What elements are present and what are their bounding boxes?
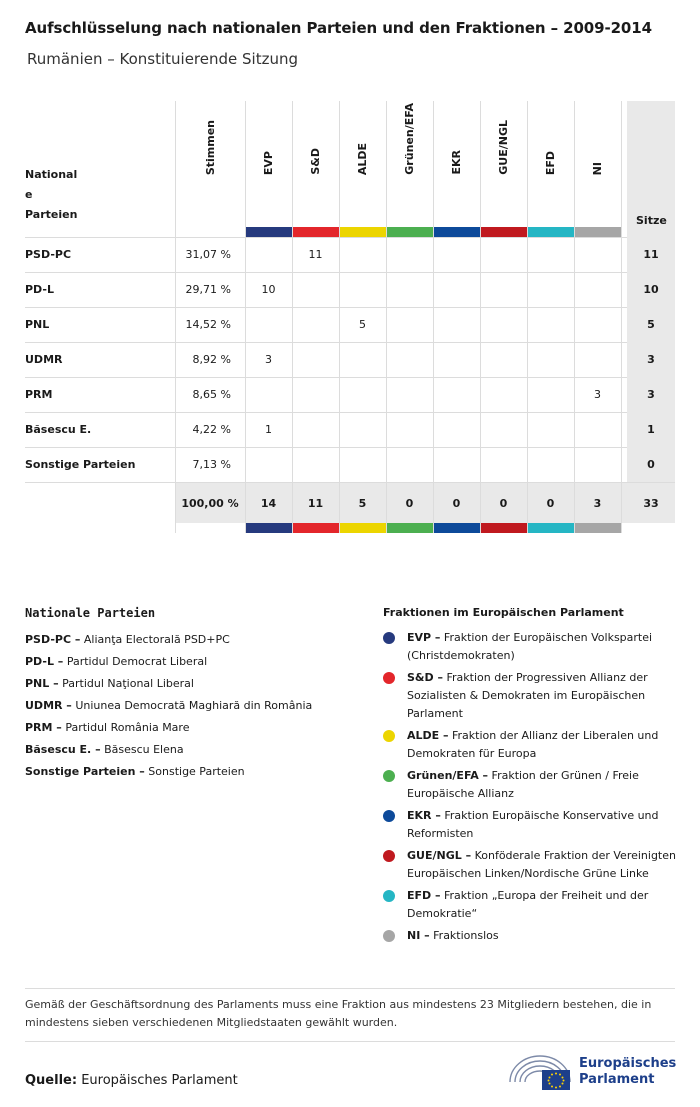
seat-total: 10	[627, 272, 675, 307]
group-seat-cell	[386, 237, 433, 272]
legend-name: Fraktion „Europa der Freiheit und der Demokratie“	[407, 889, 649, 920]
group-seat-cell	[339, 447, 386, 482]
group-seat-cell	[574, 307, 621, 342]
group-color-bar	[480, 227, 527, 237]
party-name: Băsescu E.	[25, 423, 92, 436]
group-seat-cell	[480, 342, 527, 377]
votes-header-label: Stimmen	[203, 119, 217, 175]
total-group-seats: 3	[593, 496, 602, 510]
total-group-seats: 0	[546, 496, 555, 510]
legend-name: Uniunea Democrată Maghiară din România	[75, 699, 313, 712]
seat-total: 3	[627, 342, 675, 377]
ep-logo-line1: Europäisches	[579, 1056, 677, 1071]
legend-name: Fraktionslos	[433, 929, 499, 942]
legend-abbr: PRM –	[25, 721, 62, 734]
group-color-bar	[386, 227, 433, 237]
legend-color-dot-icon	[383, 632, 395, 644]
group-seat-cell	[339, 377, 386, 412]
national-legend-item	[25, 739, 365, 761]
group-seat-cell: 1	[265, 423, 272, 436]
group-column-header	[527, 101, 574, 237]
page-subtitle: Rumänien – Konstituierende Sitzung	[27, 50, 298, 68]
row-divider	[627, 522, 675, 523]
party-name: UDMR	[25, 353, 63, 366]
legend-name: Partidul Naţional Liberal	[62, 677, 194, 690]
ep-logo	[506, 1052, 676, 1092]
group-color-bar	[574, 227, 621, 237]
group-seat-cell: 5	[359, 318, 366, 331]
group-seat-cell	[339, 342, 386, 377]
national-legend-item	[25, 673, 365, 695]
group-seat-cell	[245, 377, 292, 412]
legend-name: Fraktion der Allianz der Liberalen und Demokraten für Europa	[407, 729, 659, 760]
legend-abbr: PSD-PC –	[25, 633, 81, 646]
legend-abbr: Sonstige Parteien –	[25, 765, 145, 778]
group-seat-cell	[480, 377, 527, 412]
total-group-seats: 14	[260, 496, 277, 510]
total-group-seats: 0	[405, 496, 414, 510]
group-seat-cell	[292, 272, 339, 307]
party-name: PNL	[25, 318, 50, 331]
legend-name: Partidul România Mare	[65, 721, 190, 734]
party-header-line: National	[25, 168, 78, 181]
group-seat-cell	[433, 377, 480, 412]
group-header-label: S&D	[309, 148, 322, 175]
group-seat-cell	[433, 447, 480, 482]
legend-color-dot-icon	[383, 730, 395, 742]
table-row	[25, 377, 675, 412]
source-value: Europäisches Parlament	[81, 1073, 238, 1088]
seat-total: 5	[627, 307, 675, 342]
total-group-seats: 5	[358, 496, 367, 510]
group-seat-cell	[527, 377, 574, 412]
group-seat-cell	[527, 237, 574, 272]
group-legend-item	[383, 847, 678, 883]
group-seat-cell	[433, 237, 480, 272]
group-header-label: EFD	[544, 150, 557, 175]
group-color-bar	[527, 523, 574, 533]
group-seat-cell	[386, 447, 433, 482]
vote-share: 8,65 %	[192, 388, 231, 401]
group-seat-cell	[574, 412, 621, 447]
legend-name: Fraktion der Europäischen Volkspartei (Christdemokraten)	[407, 631, 653, 662]
vote-share: 7,13 %	[192, 458, 231, 471]
total-group-seats: 11	[307, 496, 324, 510]
legend-color-dot-icon	[383, 850, 395, 862]
vote-share: 29,71 %	[185, 283, 231, 296]
total-seats: 33	[643, 496, 659, 510]
group-seat-cell	[386, 342, 433, 377]
group-seat-cell	[292, 412, 339, 447]
rules-note: Gemäß der Geschäftsordnung des Parlaments muss eine Fraktion aus mindestens 23 Mitgliedern bestehen, die in mindestens sieben verschiedenen Mitgliedstaaten gewählt wurden.	[25, 988, 675, 1042]
group-color-bar	[480, 523, 527, 533]
legend-name: Sonstige Parteien	[148, 765, 245, 778]
group-column-header	[433, 101, 480, 237]
group-seat-cell: 11	[308, 248, 323, 261]
legend-name: Fraktion der Progressiven Allianz der Sozialisten & Demokraten im Europäischen Parlament	[407, 671, 648, 720]
legend-color-dot-icon	[383, 672, 395, 684]
vote-share: 4,22 %	[192, 423, 231, 436]
group-seat-cell	[527, 412, 574, 447]
group-column-header	[574, 101, 621, 237]
group-column-header	[292, 101, 339, 237]
group-seat-cell: 10	[261, 283, 276, 296]
legend-abbr: PD-L –	[25, 655, 64, 668]
hemicycle-icon	[506, 1052, 574, 1092]
group-header-label: ALDE	[356, 142, 369, 175]
group-seat-cell	[527, 307, 574, 342]
legend-color-dot-icon	[383, 930, 395, 942]
legend-abbr: EFD –	[407, 889, 441, 902]
seats-header-label: Sitze	[636, 214, 667, 227]
group-header-label: GUE/NGL	[497, 120, 510, 175]
source-label: Quelle:	[25, 1073, 78, 1088]
group-seat-cell	[574, 447, 621, 482]
group-seat-cell: 3	[594, 388, 601, 401]
national-legend-item	[25, 695, 365, 717]
legend-name: Fraktion der Grünen / Freie Europäische Allianz	[407, 769, 639, 800]
group-seat-cell	[480, 412, 527, 447]
legend-name: Konföderale Fraktion der Vereinigten Europäischen Linken/Nordische Grüne Linke	[407, 849, 676, 880]
group-legend-item	[383, 927, 678, 945]
group-seat-cell	[480, 237, 527, 272]
national-legend-item	[25, 629, 365, 651]
table-row	[25, 447, 675, 482]
group-seat-cell	[245, 307, 292, 342]
table-row	[25, 272, 675, 307]
group-seat-cell	[574, 272, 621, 307]
legend-color-dot-icon	[383, 810, 395, 822]
group-column-header	[339, 101, 386, 237]
group-header-label: Grünen/EFA	[403, 103, 416, 175]
vote-share: 14,52 %	[185, 318, 231, 331]
group-header-label: EVP	[262, 150, 275, 175]
group-color-bar	[386, 523, 433, 533]
group-color-bar	[433, 227, 480, 237]
legend-name: Partidul Democrat Liberal	[66, 655, 208, 668]
total-group-seats: 0	[452, 496, 461, 510]
legend-abbr: Grünen/EFA –	[407, 769, 489, 782]
legend-abbr: S&D –	[407, 671, 443, 684]
table-row	[25, 412, 675, 447]
group-color-bar	[245, 523, 292, 533]
group-seat-cell	[339, 412, 386, 447]
table-row	[25, 307, 675, 342]
table-row	[25, 342, 675, 377]
group-legend-item	[383, 669, 678, 723]
group-seat-cell	[574, 342, 621, 377]
legend-abbr: UDMR –	[25, 699, 72, 712]
vote-share: 31,07 %	[185, 248, 231, 261]
group-seat-cell	[292, 447, 339, 482]
party-header-line: Parteien	[25, 208, 78, 221]
national-legend-item	[25, 651, 365, 673]
ep-logo-text	[579, 1056, 676, 1088]
legend-abbr: Băsescu E. –	[25, 743, 101, 756]
legend-abbr: PNL –	[25, 677, 59, 690]
group-seat-cell	[386, 272, 433, 307]
group-color-bar	[433, 523, 480, 533]
group-seat-cell	[292, 377, 339, 412]
national-parties-legend	[25, 606, 365, 783]
legend-abbr: EKR –	[407, 809, 441, 822]
group-seat-cell	[433, 307, 480, 342]
group-seat-cell	[433, 342, 480, 377]
legend-abbr: NI –	[407, 929, 430, 942]
legend-name: Alianţa Electorală PSD+PC	[83, 633, 230, 646]
national-legend-item	[25, 717, 365, 739]
group-seat-cell	[433, 272, 480, 307]
group-seat-cell	[433, 412, 480, 447]
group-seat-cell	[574, 237, 621, 272]
total-votes: 100,00 %	[181, 496, 239, 510]
group-seat-cell	[480, 307, 527, 342]
source-line	[25, 1073, 238, 1088]
group-seat-cell	[480, 447, 527, 482]
total-group-seats: 0	[499, 496, 508, 510]
seat-total: 3	[627, 377, 675, 412]
group-header-label: EKR	[450, 150, 463, 175]
vote-share: 8,92 %	[192, 353, 231, 366]
group-seat-cell	[339, 272, 386, 307]
page-title: Aufschlüsselung nach nationalen Parteien und den Fraktionen – 2009-2014	[25, 19, 652, 37]
group-seat-cell	[527, 272, 574, 307]
group-seat-cell: 3	[265, 353, 272, 366]
party-name: PSD-PC	[25, 248, 72, 261]
group-seat-cell	[339, 237, 386, 272]
totals-row	[175, 483, 675, 523]
legend-color-dot-icon	[383, 890, 395, 902]
party-name: Sonstige Parteien	[25, 458, 136, 471]
group-seat-cell	[386, 377, 433, 412]
group-column-header	[245, 101, 292, 237]
results-table	[25, 101, 675, 533]
group-seat-cell	[386, 307, 433, 342]
group-seat-cell	[527, 342, 574, 377]
legend-color-dot-icon	[383, 770, 395, 782]
table-row	[25, 237, 675, 272]
legend-abbr: GUE/NGL –	[407, 849, 472, 862]
group-seat-cell	[292, 307, 339, 342]
national-legend-item	[25, 761, 365, 783]
votes-column-header	[175, 101, 245, 237]
party-name: PRM	[25, 388, 53, 401]
groups-legend	[383, 606, 678, 949]
group-column-header	[386, 101, 433, 237]
group-color-bar	[339, 523, 386, 533]
legend-name: Băsescu Elena	[104, 743, 184, 756]
group-seat-cell	[245, 237, 292, 272]
row-divider	[25, 482, 675, 483]
seat-total: 11	[627, 237, 675, 272]
group-color-bar	[245, 227, 292, 237]
group-legend-item	[383, 807, 678, 843]
seat-total: 1	[627, 412, 675, 447]
group-seat-cell	[480, 272, 527, 307]
group-seat-cell	[245, 447, 292, 482]
groups-legend-heading: Fraktionen im Europäischen Parlament	[383, 606, 624, 619]
party-name: PD-L	[25, 283, 54, 296]
group-seat-cell	[386, 412, 433, 447]
group-color-bar	[527, 227, 574, 237]
group-seat-cell	[292, 342, 339, 377]
group-color-bar	[292, 523, 339, 533]
group-column-header	[480, 101, 527, 237]
party-header-line: e	[25, 188, 33, 201]
ep-logo-line2: Parlament	[579, 1072, 655, 1087]
group-legend-item	[383, 767, 678, 803]
group-legend-item	[383, 629, 678, 665]
group-legend-item	[383, 887, 678, 923]
national-legend-heading: Nationale Parteien	[25, 606, 156, 620]
legend-abbr: EVP –	[407, 631, 441, 644]
seat-total: 0	[627, 447, 675, 482]
group-color-bar	[292, 227, 339, 237]
legend-name: Fraktion Europäische Konservative und Reformisten	[407, 809, 659, 840]
group-legend-item	[383, 727, 678, 763]
group-color-bar	[574, 523, 621, 533]
group-color-bar	[339, 227, 386, 237]
legend-abbr: ALDE –	[407, 729, 449, 742]
group-seat-cell	[527, 447, 574, 482]
party-column-header	[25, 165, 85, 225]
group-header-label: NI	[591, 161, 604, 175]
